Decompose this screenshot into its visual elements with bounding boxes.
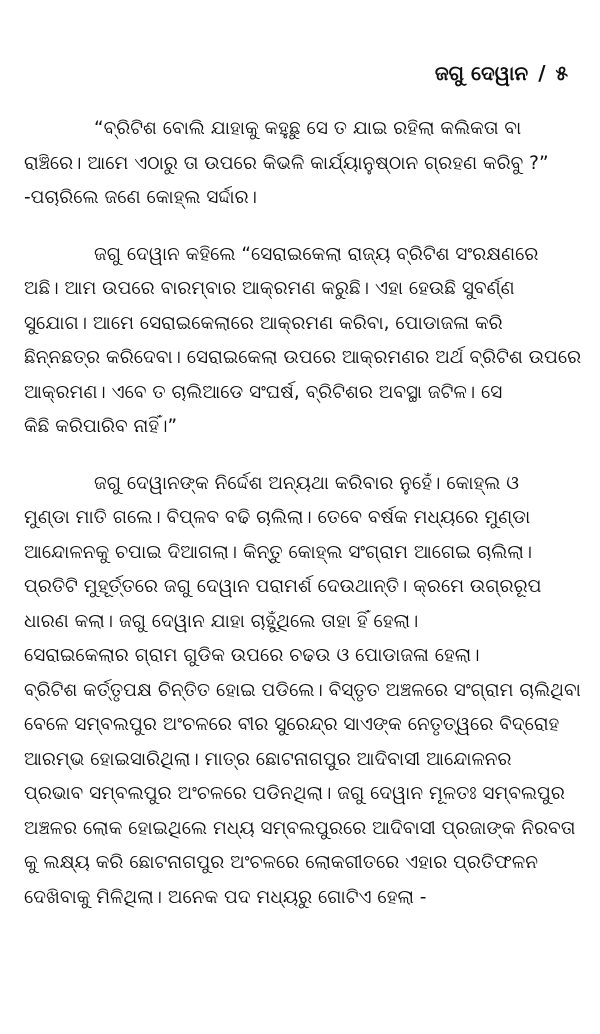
text-line: ଆନ୍ଦୋଳନକୁ ଚପାଇ ଦିଆଗଲା। କିନ୍ତୁ କୋହ୍ଲ ସଂଗ୍ରାମ ଆଗେଇ ଚାଲିଲା। [24,541,533,563]
text-line: ଆକ୍ରମଣ। ଏବେ ତ ଚାଲିଆଡେ ସଂଘର୍ଷ, ବ୍ରିଟିଶର ଅବସ୍ଥା ଜଟିଳ। ସେ [24,381,503,403]
text-line: ବ୍ରିଟିଶ କର୍ତ୍ତୃପକ୍ଷ ଚିନ୍ତିତ ହୋଇ ପଡିଲେ। ବିସ୍ତୃତ ଅଞ୍ଚଳରେ ସଂଗ୍ରାମ ଚାଲିଥିବା [24,679,581,701]
text-line: ସେରାଇକେଲାର ଗ୍ରାମ ଗୁଡିକ ଉପରେ ଚଢଉ ଓ ପୋଡାଜଳା ହେଲା। [24,645,480,666]
text-line: -ପଚାରିଲେ ଜଣେ କୋହ୍ଲ ସର୍ଦ୍ଦାର। [24,187,257,208]
text-line: ଜଗୁ ଦେୱାନ କହିଲେ “ସେରାଇକେଲା ରାଜ୍ୟ ବ୍ରିଟିଶ ସଂରକ୍ଷଣରେ [94,243,539,265]
text-line: ଅଛି। ଆମ ଉପରେ ବାରମ୍ବାର ଆକ୍ରମଣ କରୁଛି। ଏହା ହେଉଛି ସୁବର୍ଣ୍ଣ [24,278,515,299]
text-line: ଆରମ୍ଭ ହୋଇସାରିଥିଲା। ମାତ୍ର ଛୋଟନାଗପୁର ଆଦିବାସୀ ଆନ୍ଦୋଳନର [24,748,512,770]
text-line: ବେଳେ ସମ୍ବଲପୁର ଅଂଚଳରେ ବୀର ସୁରେନ୍ଦ୍ର ସାଏଙ୍କ ନେତୃତ୍ୱରେ ବିଦ୍ରୋହ [24,714,560,735]
header-separator: / [538,61,546,85]
text-line: କୁ ଲକ୍ଷ୍ୟ କରି ଛୋଟନାଗପୁର ଅଂଚଳରେ ଲୋକଗୀତରେ ଏହାର ପ୍ରତିଫଳନ [24,852,539,873]
paragraph-1 [24,112,582,216]
text-line: ରାଞ୍ଚିରେ। ଆମେ ଏଠାରୁ ତା ଉପରେ କିଭଳି କାର୍ଯ୍ୟାନୁଷ୍ଠାନ ଗ୍ରହଣ କରିବୁ ?” [24,152,549,174]
text-line: ଦେଖିବାକୁ ମିଳିଥିଲା। ଅନେକ ପଦ ମଧ୍ୟରୁ ଗୋଟିଏ ହେଲା - [24,886,427,908]
paragraph-3 [24,467,582,916]
text-line: ଧାରଣ କଲା। ଜଗୁ ଦେୱାନ ଯାହା ଚାହୁଁଥିଲେ ତାହା ହିଁ ହେଲା। [24,610,419,632]
header-title: ଜଗୁ ଦେୱାନ [434,61,529,85]
text-line: ଛିନ୍ନଛତ୍ର କରିଦେବା। ସେରାଇକେଲା ଉପରେ ଆକ୍ରମଣର ଅର୍ଥ ବ୍ରିଟିଶ ଉପରେ [24,347,582,368]
text-line: ସୁଯୋଗ। ଆମେ ସେରାଇକେଲାରେ ଆକ୍ରମଣ କରିବା, ପୋଡାଜଳା କରି [24,312,503,334]
paragraph-2 [24,238,582,445]
text-line: କିଛି କରିପାରିବ ନାହିଁ।” [24,416,178,437]
text-line: ମୁଣ୍ଡା ମାତି ଗଲେ। ବିପ୍ଳବ ବଢି ଚାଲିଲା। ତେବେ ବର୍ଷକ ମଧ୍ୟରେ ମୁଣ୍ଡା [24,507,531,528]
text-line: ଅଞ୍ଚଳର ଲୋକ ହୋଇଥିଲେ ମଧ୍ୟ ସମ୍ବଲପୁରରେ ଆଦିବାସୀ ପ୍ରଜାଙ୍କ ନିରବତା [24,817,576,839]
text-line: ଜଗୁ ଦେୱାନଙ୍କ ନିର୍ଦ୍ଦେଶ ଅନ୍ୟଥା କରିବାର ନୁହେଁ। କୋହ୍ଲ ଓ [94,472,519,494]
running-header [24,58,582,88]
text-line: “ବ୍ରିଟିଶ ବୋଲି ଯାହାକୁ କହୁଛୁ ସେ ତ ଯାଇ ରହିଲା କଲିକତା ବା [94,118,522,139]
text-line: ପ୍ରତିଟି ମୁହୂର୍ତ୍ତରେ ଜଗୁ ଦେୱାନ ପରାମର୍ଶ ଦେଉଥାନ୍ତି। କ୍ରମେ ଉଗ୍ରରୂପ [24,576,542,597]
text-line: ପ୍ରଭାବ ସମ୍ବଲପୁର ଅଂଚଳରେ ପଡିନଥିଲା। ଜଗୁ ଦେୱାନ ମୂଳତଃ ସମ୍ବଲପୁର [24,783,565,804]
page-number: ୫ [555,61,568,85]
